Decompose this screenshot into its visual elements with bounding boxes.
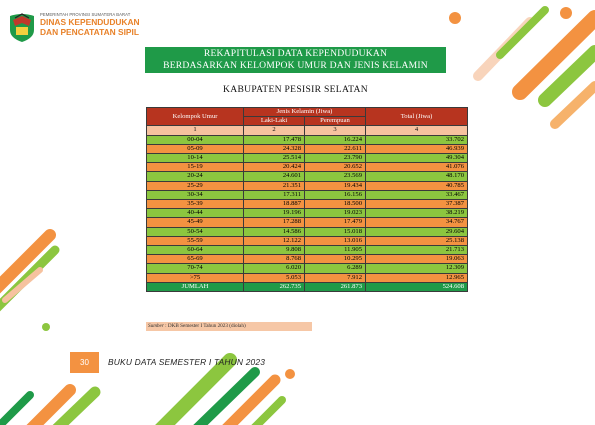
total-cell: 37.387: [366, 200, 468, 209]
table-row: [147, 209, 468, 218]
age-cell: 70-74: [147, 264, 244, 273]
age-cell: 45-49: [147, 218, 244, 227]
female-cell: 16.156: [305, 190, 366, 199]
male-cell: 17.311: [244, 190, 305, 199]
age-cell: 15-19: [147, 163, 244, 172]
table-row: [147, 172, 468, 181]
table-row: [147, 200, 468, 209]
bottom-stripes: [0, 360, 282, 425]
total-cell: 33.702: [366, 135, 468, 144]
bottom-dot: [285, 369, 295, 379]
bottom-dot-2: [42, 323, 50, 331]
female-cell: 20.652: [305, 163, 366, 172]
index-cell: 1: [147, 126, 244, 135]
male-cell: 8.768: [244, 255, 305, 264]
female-cell: 18.500: [305, 200, 366, 209]
total-cell: 49.304: [366, 154, 468, 163]
table-row: [147, 255, 468, 264]
age-cell: 00-04: [147, 135, 244, 144]
left-stripes: [0, 235, 55, 310]
male-cell: 25.514: [244, 154, 305, 163]
total-cell: 40.785: [366, 181, 468, 190]
total-cell: 12.965: [366, 273, 468, 282]
female-cell: 7.912: [305, 273, 366, 282]
index-cell: 3: [305, 126, 366, 135]
female-cell: 16.224: [305, 135, 366, 144]
age-cell: 55-59: [147, 236, 244, 245]
total-male-cell: 262.735: [244, 282, 305, 291]
table-row: [147, 227, 468, 236]
female-cell: 19.434: [305, 181, 366, 190]
table-row: [147, 154, 468, 163]
table-row: [147, 246, 468, 255]
male-cell: 24.328: [244, 144, 305, 153]
age-cell: 40-44: [147, 209, 244, 218]
grand-total-cell: 524.608: [366, 282, 468, 291]
top-right-dot: [560, 7, 572, 19]
org-name-line1: DINAS KEPENDUDUKAN: [40, 17, 140, 27]
source-note: [146, 322, 312, 331]
total-cell: 25.138: [366, 236, 468, 245]
table-total-row: [147, 282, 468, 291]
total-cell: 41.076: [366, 163, 468, 172]
female-cell: 11.905: [305, 246, 366, 255]
age-cell: 35-39: [147, 200, 244, 209]
table-row: [147, 236, 468, 245]
total-cell: 29.604: [366, 227, 468, 236]
age-cell: 50-54: [147, 227, 244, 236]
age-cell: 05-09: [147, 144, 244, 153]
book-title: BUKU DATA SEMESTER I TAHUN 2023: [108, 357, 266, 367]
female-cell: 10.295: [305, 255, 366, 264]
table-row: [147, 144, 468, 153]
total-female-cell: 261.873: [305, 282, 366, 291]
total-cell: 48.170: [366, 172, 468, 181]
male-cell: 24.601: [244, 172, 305, 181]
female-cell: 22.611: [305, 144, 366, 153]
page-number: 30: [70, 352, 99, 373]
age-cell: 60-64: [147, 246, 244, 255]
index-cell: 2: [244, 126, 305, 135]
total-cell: 34.767: [366, 218, 468, 227]
female-cell: 6.289: [305, 264, 366, 273]
total-cell: 33.467: [366, 190, 468, 199]
total-cell: 21.713: [366, 246, 468, 255]
report-title-line1: REKAPITULASI DATA KEPENDUDUKAN: [203, 48, 388, 59]
table-row: [147, 273, 468, 282]
header-male: Laki-Laki: [244, 117, 305, 126]
source-text: : DKB Semester I Tahun 2023 (diolah): [163, 323, 246, 329]
male-cell: 5.053: [244, 273, 305, 282]
header-gender: Jenis Kelamin (Jiwa): [244, 108, 366, 117]
top-right-dot-small: [449, 12, 461, 24]
female-cell: 15.018: [305, 227, 366, 236]
index-cell: 4: [366, 126, 468, 135]
dukcapil-logo-icon: [8, 12, 36, 42]
male-cell: 20.424: [244, 163, 305, 172]
male-cell: 12.122: [244, 236, 305, 245]
total-cell: 19.063: [366, 255, 468, 264]
male-cell: 21.351: [244, 181, 305, 190]
region-title: KABUPATEN PESISIR SELATAN: [223, 84, 368, 95]
header-total: Total (Jiwa): [366, 108, 468, 126]
header-age-group: Kelompok Umur: [147, 108, 244, 126]
table-row: [147, 190, 468, 199]
male-cell: 17.478: [244, 135, 305, 144]
population-table: [146, 107, 468, 292]
male-cell: 6.020: [244, 264, 305, 273]
male-cell: 17.288: [244, 218, 305, 227]
male-cell: 9.808: [244, 246, 305, 255]
female-cell: 23.569: [305, 172, 366, 181]
male-cell: 19.196: [244, 209, 305, 218]
table-row: [147, 135, 468, 144]
source-label: Sumber: [148, 323, 164, 329]
age-cell: 20-24: [147, 172, 244, 181]
table-row: [147, 264, 468, 273]
age-cell: 10-14: [147, 154, 244, 163]
female-cell: 17.479: [305, 218, 366, 227]
male-cell: 18.887: [244, 200, 305, 209]
top-right-stripes: [478, 10, 595, 124]
table-row: [147, 181, 468, 190]
total-cell: 46.939: [366, 144, 468, 153]
header-female: Perempuan: [305, 117, 366, 126]
female-cell: 19.023: [305, 209, 366, 218]
age-cell: >75: [147, 273, 244, 282]
age-cell: 25-29: [147, 181, 244, 190]
table-row: [147, 163, 468, 172]
total-label-cell: JUMLAH: [147, 282, 244, 291]
org-name-line2: DAN PENCATATAN SIPIL: [40, 27, 139, 37]
age-cell: 65-69: [147, 255, 244, 264]
female-cell: 23.790: [305, 154, 366, 163]
report-title-line2: BERDASARKAN KELOMPOK UMUR DAN JENIS KELAMIN: [163, 60, 428, 71]
age-cell: 30-34: [147, 190, 244, 199]
org-parent-name: PEMERINTAH PROVINSI SUMATERA BARAT: [40, 12, 131, 17]
male-cell: 14.586: [244, 227, 305, 236]
report-title-banner: [145, 47, 446, 73]
total-cell: 12.309: [366, 264, 468, 273]
table-row: [147, 218, 468, 227]
total-cell: 38.219: [366, 209, 468, 218]
female-cell: 13.016: [305, 236, 366, 245]
